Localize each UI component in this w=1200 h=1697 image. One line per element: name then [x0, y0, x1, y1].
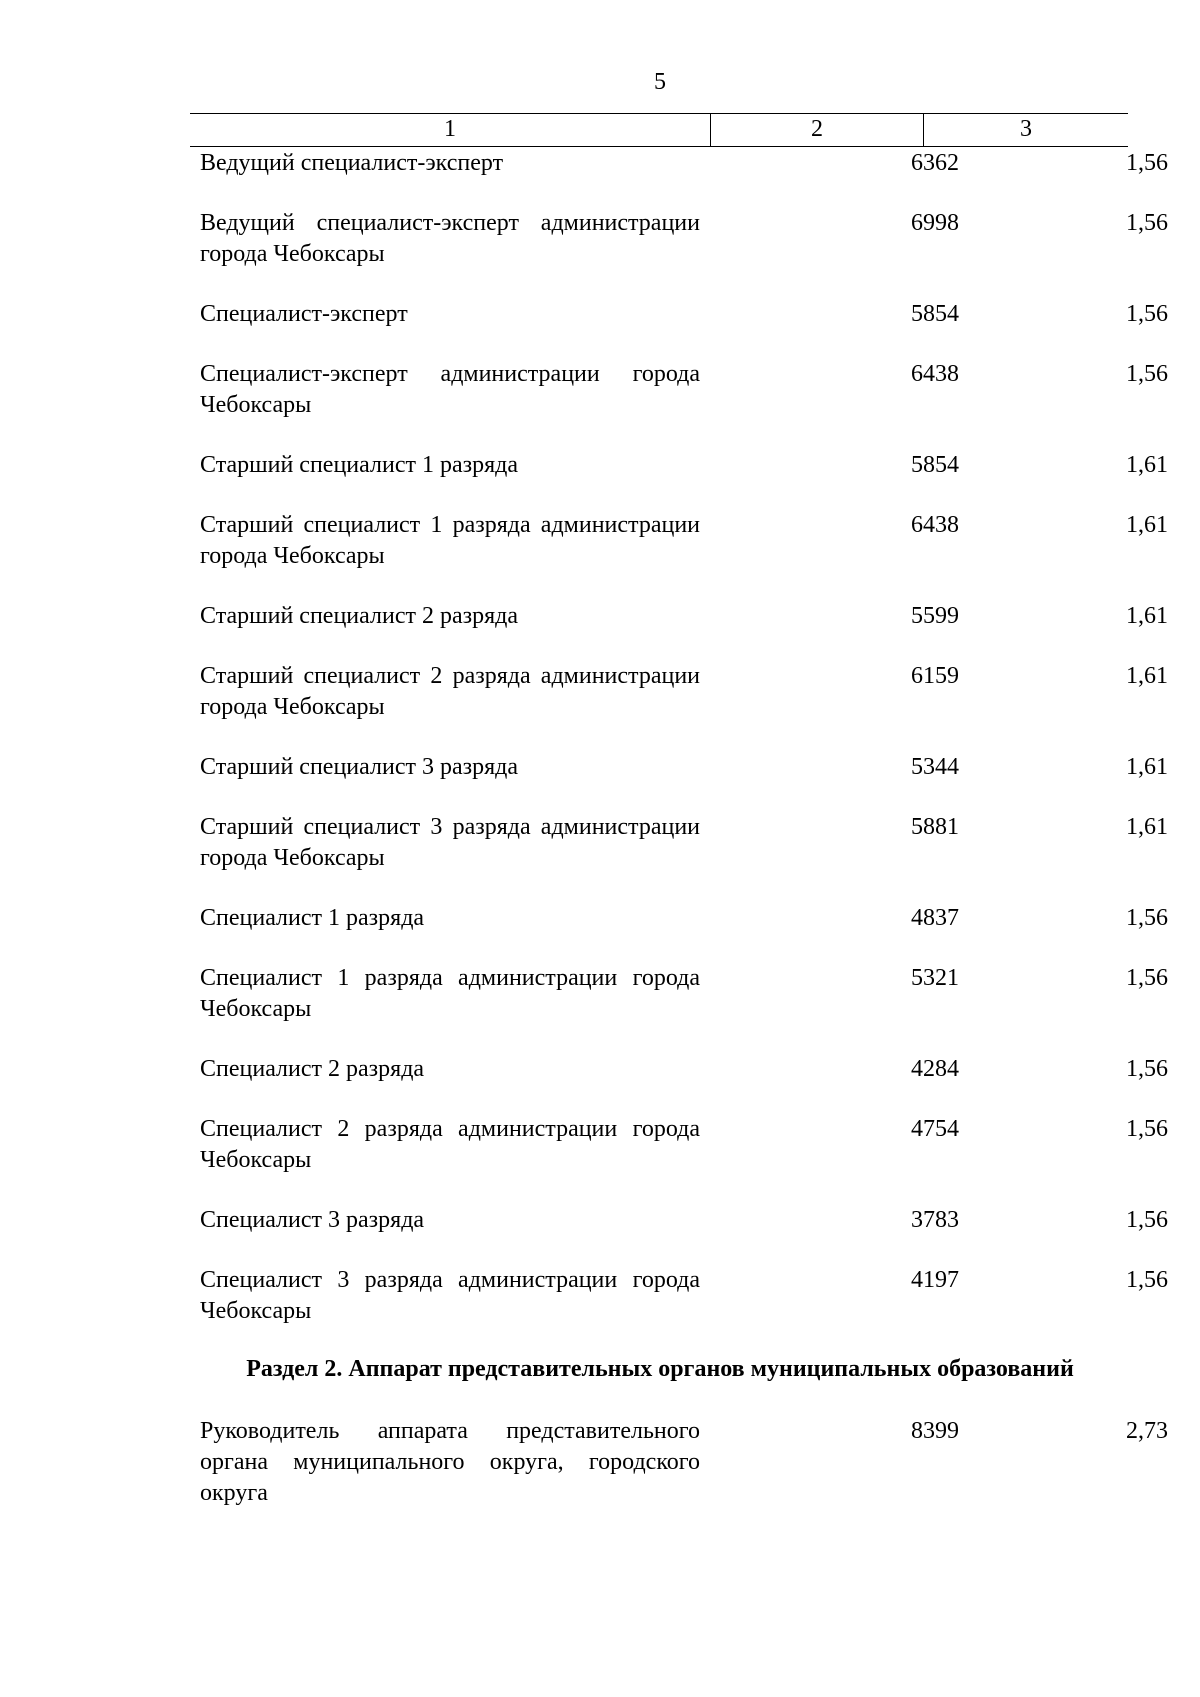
- position-name: Специалист 3 разряда администрации города Чебоксары: [200, 1267, 700, 1324]
- coefficient-value: 1,61: [1126, 603, 1168, 629]
- coefficient-value: 1,61: [1126, 512, 1168, 538]
- table-row: [200, 450, 1200, 481]
- table-row: [200, 963, 1200, 1025]
- salary-value: 8399: [911, 1418, 959, 1444]
- salary-value: 5854: [911, 452, 959, 478]
- table-row: [200, 148, 1200, 179]
- coefficient-value: 2,73: [1126, 1418, 1168, 1444]
- table-row: [200, 752, 1200, 783]
- coefficient-value: 1,56: [1126, 1267, 1168, 1293]
- table-row: [200, 1114, 1200, 1176]
- salary-value: 5599: [911, 603, 959, 629]
- salary-value: 4197: [911, 1267, 959, 1293]
- table-row: [200, 1205, 1200, 1236]
- salary-value: 5881: [911, 814, 959, 840]
- coefficient-value: 1,56: [1126, 361, 1168, 387]
- position-name: Ведущий специалист-эксперт администрации города Чебоксары: [200, 210, 700, 267]
- header-col-1: 1: [190, 114, 711, 146]
- salary-value: 4754: [911, 1116, 959, 1142]
- salary-value: 6438: [911, 361, 959, 387]
- table-row: [200, 601, 1200, 632]
- table-row: [200, 1265, 1200, 1327]
- position-name: Специалист 1 разряда: [200, 905, 425, 931]
- position-name: Ведущий специалист-эксперт: [200, 150, 504, 176]
- position-name: Руководитель аппарата представительного органа муниципального округа, городского округа: [200, 1418, 700, 1506]
- header-col-2: 2: [711, 114, 924, 146]
- coefficient-value: 1,56: [1126, 965, 1168, 991]
- position-name: Старший специалист 1 разряда администрации города Чебоксары: [200, 512, 700, 569]
- table-row: [200, 812, 1200, 874]
- coefficient-value: 1,56: [1126, 1056, 1168, 1082]
- position-name: Специалист 2 разряда: [200, 1056, 425, 1082]
- position-name: Специалист 2 разряда администрации города Чебоксары: [200, 1116, 700, 1173]
- table-row: [200, 1054, 1200, 1085]
- coefficient-value: 1,56: [1126, 1207, 1168, 1233]
- header-col-3: 3: [1020, 116, 1032, 142]
- table-row: [200, 299, 1200, 330]
- salary-value: 4284: [911, 1056, 959, 1082]
- coefficient-value: 1,61: [1126, 452, 1168, 478]
- coefficient-value: 1,56: [1126, 905, 1168, 931]
- table-row: [200, 510, 1200, 572]
- salary-value: 5854: [911, 301, 959, 327]
- position-name: Специалист-эксперт: [200, 301, 408, 327]
- position-name: Старший специалист 2 разряда: [200, 603, 518, 629]
- table-row: [200, 1416, 1200, 1509]
- section-title: Раздел 2. Аппарат представительных органов муниципальных образований: [246, 1356, 1074, 1382]
- salary-value: 5321: [911, 965, 959, 991]
- position-name: Старший специалист 3 разряда администрации города Чебоксары: [200, 814, 700, 871]
- coefficient-value: 1,61: [1126, 754, 1168, 780]
- table-header: [190, 113, 1128, 147]
- section-2-body: [200, 1416, 1200, 1538]
- coefficient-value: 1,56: [1126, 150, 1168, 176]
- salary-value: 3783: [911, 1207, 959, 1233]
- salary-value: 6438: [911, 512, 959, 538]
- table-row: [200, 661, 1200, 723]
- salary-value: 4837: [911, 905, 959, 931]
- table-body: [200, 148, 1200, 1356]
- position-name: Старший специалист 2 разряда администрации города Чебоксары: [200, 663, 700, 720]
- position-name: Специалист 3 разряда: [200, 1207, 425, 1233]
- coefficient-value: 1,61: [1126, 814, 1168, 840]
- table-row: [200, 359, 1200, 421]
- page-number: 5: [654, 69, 666, 95]
- coefficient-value: 1,56: [1126, 1116, 1168, 1142]
- table-row: [200, 208, 1200, 270]
- table-row: [200, 903, 1200, 934]
- salary-value: 6362: [911, 150, 959, 176]
- position-name: Специалист-эксперт администрации города Чебоксары: [200, 361, 700, 418]
- position-name: Специалист 1 разряда администрации города Чебоксары: [200, 965, 700, 1022]
- coefficient-value: 1,61: [1126, 663, 1168, 689]
- salary-value: 6998: [911, 210, 959, 236]
- salary-value: 6159: [911, 663, 959, 689]
- position-name: Старший специалист 1 разряда: [200, 452, 518, 478]
- coefficient-value: 1,56: [1126, 301, 1168, 327]
- position-name: Старший специалист 3 разряда: [200, 754, 518, 780]
- salary-value: 5344: [911, 754, 959, 780]
- coefficient-value: 1,56: [1126, 210, 1168, 236]
